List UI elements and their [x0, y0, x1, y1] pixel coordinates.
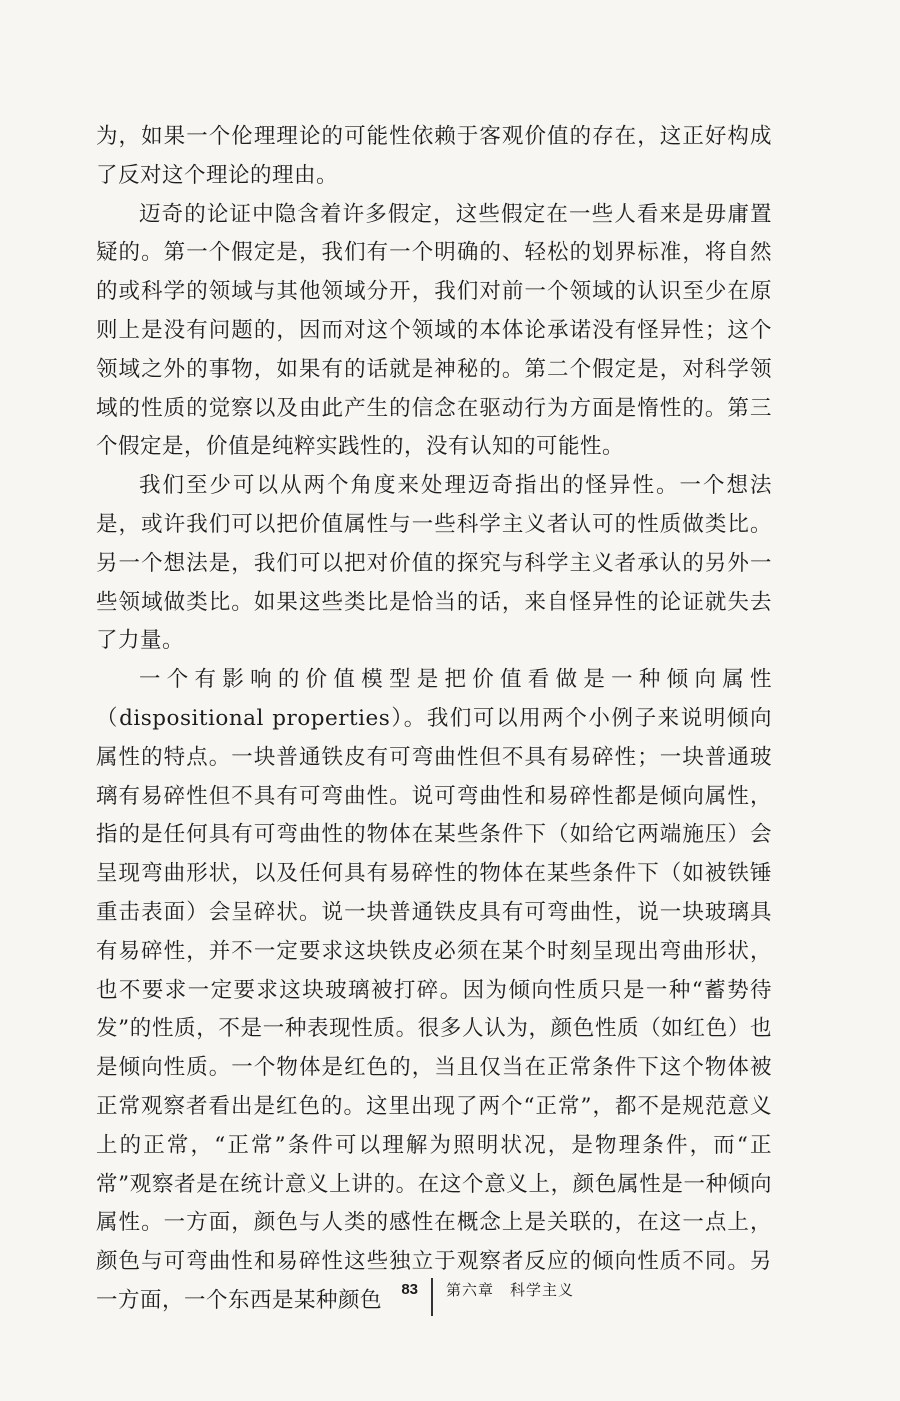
paragraph-3: 我们至少可以从两个角度来处理迈奇指出的怪异性。一个想法是，或许我们可以把价值属性与一些科学主义者认可的性质做类比。另一个想法是，我们可以把对价值的探究与科学主义者承认的另外一些领域做类比。如果这些类比是恰当的话，来自怪异性的论证就失去了力量。: [96, 473, 772, 654]
paragraph-2: 迈奇的论证中隐含着许多假定，这些假定在一些人看来是毋庸置疑的。第一个假定是，我们有一个明确的、轻松的划界标准，将自然的或科学的领域与其他领域分开，我们对前一个领域的认识至少在原则上是没有问题的，因而对这个领域的本体论承诺没有怪异性；这个领域之外的事物，如果有的话就是神秘的。第二个假定是，对科学领域的性质的觉察以及由此产生的信念在驱动行为方面是惰性的。第三个假定是，价值是纯粹实践性的，没有认知的可能性。: [96, 201, 772, 460]
page-number: 83: [401, 1281, 418, 1298]
body-text: [96, 118, 772, 1321]
footer-divider: [431, 1278, 433, 1316]
paragraph-1: 为，如果一个伦理理论的可能性依赖于客观价值的存在，这正好构成了反对这个理论的理由。: [96, 124, 772, 188]
running-chapter-title: 第六章 科学主义: [446, 1281, 575, 1299]
paragraph-4: 一个有影响的价值模型是把价值看做是一种倾向属性（dispositional properties）。我们可以用两个小例子来说明倾向属性的特点。一块普通铁皮有可弯曲性但不具有易碎性；一块普通玻璃有易碎性但不具有可弯曲性。说可弯曲性和易碎性都是倾向属性，指的是任何具有可弯曲性的物体在某些条件下（如给它两端施压）会呈现弯曲形状，以及任何具有易碎性的物体在某些条件下（如被铁锤重击表面）会呈碎状。说一块普通铁皮具有可弯曲性，说一块玻璃具有易碎性，并不一定要求这块铁皮必须在某个时刻呈现出弯曲形状，也不要求一定要求这块玻璃被打碎。因为倾向性质只是一种“蓄势待发”的性质，不是一种表现性质。很多人认为，颜色性质（如红色）也是倾向性质。一个物体是红色的，当且仅当在正常条件下这个物体被正常观察者看出是红色的。这里出现了两个“正常”，都不是规范意义上的正常，“正常”条件可以理解为照明状况，是物理条件，而“正常”观察者是在统计意义上讲的。在这个意义上，颜色属性是一种倾向属性。一方面，颜色与人类的感性在概念上是关联的，在这一点上，颜色与可弯曲性和易碎性这些独立于观察者反应的倾向性质不同。另一方面，一个东西是某种颜色: [96, 667, 772, 1313]
page-footer: [0, 1280, 900, 1320]
